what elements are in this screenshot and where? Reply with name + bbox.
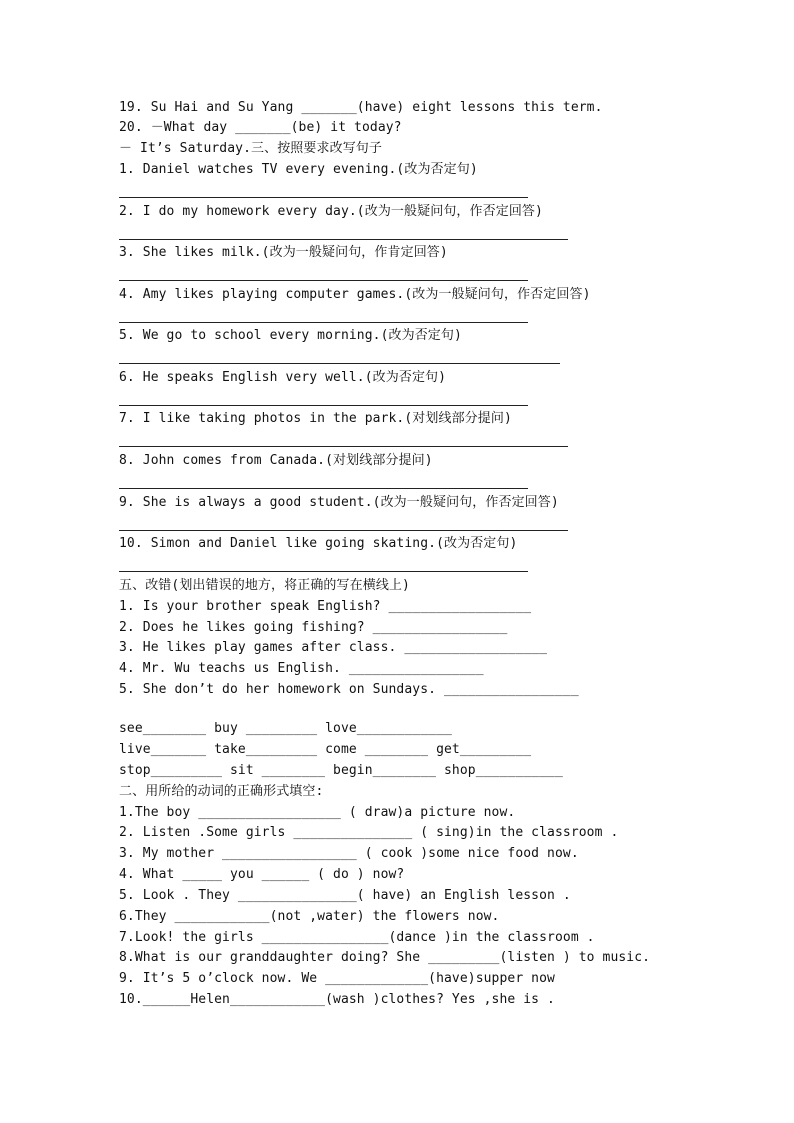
fill-item-6: 6.They ____________(not ,water) the flowers now. [119,909,500,924]
rewrite-item-2: 2. I do my homework every day.(改为一般疑问句，作否定回答) [119,204,543,219]
answer-line-10[interactable] [119,571,528,572]
correction-item-5: 5. She don’t do her homework on Sundays. _________________ [119,682,579,697]
fill-item-10: 10.______Helen____________(wash )clothes? Yes ,she is . [119,992,555,1007]
correction-item-4: 4. Mr. Wu teachs us English. _________________ [119,661,484,676]
fill-item-3: 3. My mother _________________ ( cook )some nice food now. [119,846,579,861]
header-line-20: 20. －What day _______(be) it today? [119,120,402,135]
answer-line-3[interactable] [119,280,528,281]
answer-line-2[interactable] [119,239,568,240]
correction-item-1: 1. Is your brother speak English? __________________ [119,599,532,614]
answer-line-1[interactable] [119,197,528,198]
answer-line-9[interactable] [119,530,568,531]
correction-item-2: 2. Does he likes going fishing? _________________ [119,620,508,635]
fill-item-8: 8.What is our granddaughter doing? She _________(listen ) to music. [119,950,651,965]
fill-item-9: 9. It’s 5 o’clock now. We _____________(have)supper now [119,971,555,986]
header-line-section-title: － It’s Saturday.三、按照要求改写句子 [119,141,382,156]
verb-forms-line-3: stop_________ sit ________ begin________ shop___________ [119,763,563,778]
fill-item-4: 4. What _____ you ______ ( do ) now? [119,867,405,882]
verb-forms-line-2: live_______ take_________ come ________ get_________ [119,742,532,757]
correction-heading: 五、改错(划出错误的地方，将正确的写在横线上) [119,578,410,593]
rewrite-item-10: 10. Simon and Daniel like going skating.(改为否定句) [119,536,518,551]
correction-item-3: 3. He likes play games after class. __________________ [119,640,548,655]
rewrite-item-7: 7. I like taking photos in the park.(对划线部分提问) [119,411,512,426]
fill-item-7: 7.Look! the girls ________________(dance )in the classroom . [119,930,595,945]
rewrite-item-6: 6. He speaks English very well.(改为否定句) [119,370,447,385]
rewrite-item-4: 4. Amy likes playing computer games.(改为一般疑问句，作否定回答) [119,287,591,302]
fill-heading: 二、用所给的动词的正确形式填空: [119,784,324,799]
rewrite-item-3: 3. She likes milk.(改为一般疑问句，作肯定回答) [119,245,448,260]
fill-item-2: 2. Listen .Some girls _______________ ( sing)in the classroom . [119,825,619,840]
rewrite-item-9: 9. She is always a good student.(改为一般疑问句，作否定回答) [119,495,559,510]
rewrite-item-1: 1. Daniel watches TV every evening.(改为否定句) [119,162,478,177]
fill-item-1: 1.The boy __________________ ( draw)a picture now. [119,805,516,820]
answer-line-7[interactable] [119,446,568,447]
rewrite-item-8: 8. John comes from Canada.(对划线部分提问) [119,453,433,468]
verb-forms-line-1: see________ buy _________ love____________ [119,721,452,736]
fill-item-5: 5. Look . They _______________( have) an English lesson . [119,888,571,903]
answer-line-6[interactable] [119,405,528,406]
answer-line-5[interactable] [119,363,560,364]
answer-line-8[interactable] [119,488,528,489]
header-line-19: 19. Su Hai and Su Yang _______(have) eight lessons this term. [119,100,603,115]
rewrite-item-5: 5. We go to school every morning.(改为否定句) [119,328,462,343]
answer-line-4[interactable] [119,322,528,323]
